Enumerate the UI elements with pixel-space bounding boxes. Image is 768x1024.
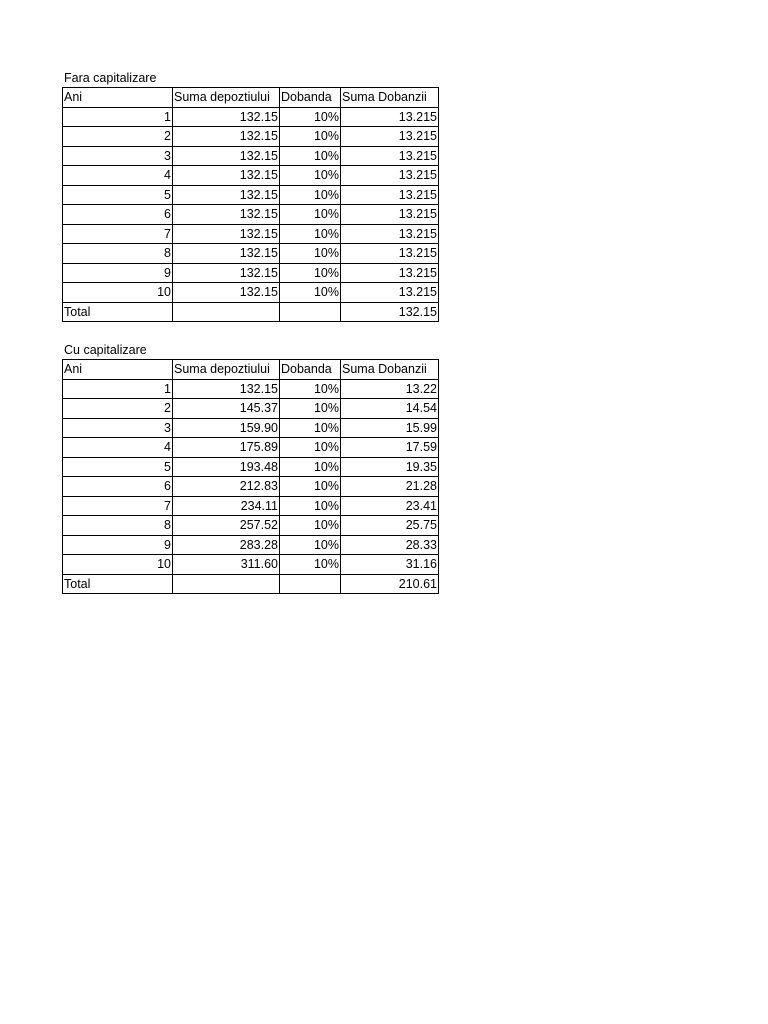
suma-dobanzii-cell: 19.35 <box>341 457 439 477</box>
table-row <box>63 516 439 536</box>
suma-dobanzii-cell: 28.33 <box>341 535 439 555</box>
total-row <box>63 574 439 594</box>
ani-cell: 7 <box>63 496 173 516</box>
suma-depozitului-cell: 132.15 <box>173 166 280 186</box>
ani-cell: 4 <box>63 166 173 186</box>
ani-cell: 2 <box>63 127 173 147</box>
section-title: Cu capitalizare <box>64 343 147 357</box>
table-row <box>63 263 439 283</box>
suma-dobanzii-cell: 17.59 <box>341 438 439 458</box>
dobanda-cell: 10% <box>280 477 341 497</box>
suma-dobanzii-cell: 13.215 <box>341 224 439 244</box>
dobanda-cell: 10% <box>280 185 341 205</box>
table-row <box>63 283 439 303</box>
suma-depozitului-cell: 234.11 <box>173 496 280 516</box>
table-row <box>63 146 439 166</box>
suma-dobanzii-cell: 25.75 <box>341 516 439 536</box>
suma-depozitului-cell: 132.15 <box>173 146 280 166</box>
ani-cell: Total <box>63 302 173 322</box>
ani-cell: 3 <box>63 146 173 166</box>
header-cell: Ani <box>63 360 173 380</box>
suma-depozitului-cell: 132.15 <box>173 244 280 264</box>
section-title: Fara capitalizare <box>64 71 157 85</box>
ani-cell: 10 <box>63 283 173 303</box>
ani-cell: 3 <box>63 418 173 438</box>
dobanda-cell: 10% <box>280 418 341 438</box>
ani-cell: 9 <box>63 263 173 283</box>
ani-cell: 7 <box>63 224 173 244</box>
total-row <box>63 302 439 322</box>
dobanda-cell: 10% <box>280 127 341 147</box>
suma-depozitului-cell <box>173 302 280 322</box>
ani-cell: 6 <box>63 205 173 225</box>
header-cell: Dobanda <box>280 88 341 108</box>
suma-dobanzii-cell: 13.215 <box>341 127 439 147</box>
suma-depozitului-cell: 311.60 <box>173 555 280 575</box>
section-fara-capitalizare <box>62 70 439 322</box>
suma-dobanzii-cell: 13.215 <box>341 283 439 303</box>
dobanda-cell <box>280 574 341 594</box>
dobanda-cell: 10% <box>280 496 341 516</box>
suma-depozitului-cell: 159.90 <box>173 418 280 438</box>
suma-depozitului-cell: 212.83 <box>173 477 280 497</box>
suma-dobanzii-cell: 13.215 <box>341 166 439 186</box>
suma-depozitului-cell: 132.15 <box>173 127 280 147</box>
suma-depozitului-cell: 132.15 <box>173 379 280 399</box>
suma-depozitului-cell: 132.15 <box>173 224 280 244</box>
header-cell: Dobanda <box>280 360 341 380</box>
table-row <box>63 379 439 399</box>
suma-dobanzii-cell: 21.28 <box>341 477 439 497</box>
dobanda-cell: 10% <box>280 516 341 536</box>
suma-dobanzii-cell: 13.215 <box>341 205 439 225</box>
table-row <box>63 496 439 516</box>
dobanda-cell: 10% <box>280 379 341 399</box>
ani-cell: 5 <box>63 457 173 477</box>
header-cell: Suma depoztiului <box>173 360 280 380</box>
dobanda-cell: 10% <box>280 535 341 555</box>
suma-depozitului-cell: 175.89 <box>173 438 280 458</box>
section-cu-capitalizare <box>62 342 439 594</box>
dobanda-cell: 10% <box>280 107 341 127</box>
header-row <box>63 88 439 108</box>
dobanda-cell: 10% <box>280 244 341 264</box>
suma-depozitului-cell: 132.15 <box>173 263 280 283</box>
header-cell: Suma depoztiului <box>173 88 280 108</box>
ani-cell: 2 <box>63 399 173 419</box>
ani-cell: 8 <box>63 244 173 264</box>
table-row <box>63 535 439 555</box>
suma-dobanzii-cell: 210.61 <box>341 574 439 594</box>
ani-cell: Total <box>63 574 173 594</box>
ani-cell: 9 <box>63 535 173 555</box>
suma-dobanzii-cell: 14.54 <box>341 399 439 419</box>
dobanda-cell: 10% <box>280 205 341 225</box>
table-row <box>63 185 439 205</box>
suma-depozitului-cell: 132.15 <box>173 283 280 303</box>
dobanda-cell: 10% <box>280 166 341 186</box>
suma-dobanzii-cell: 13.215 <box>341 146 439 166</box>
suma-depozitului-cell: 283.28 <box>173 535 280 555</box>
header-row <box>63 360 439 380</box>
table-row <box>63 224 439 244</box>
suma-depozitului-cell <box>173 574 280 594</box>
dobanda-cell: 10% <box>280 555 341 575</box>
table-row <box>63 127 439 147</box>
dobanda-cell: 10% <box>280 457 341 477</box>
suma-dobanzii-cell: 15.99 <box>341 418 439 438</box>
suma-dobanzii-cell: 13.215 <box>341 244 439 264</box>
header-cell: Ani <box>63 88 173 108</box>
table-row <box>63 399 439 419</box>
suma-dobanzii-cell: 13.22 <box>341 379 439 399</box>
table-cu-capitalizare <box>62 359 439 594</box>
ani-cell: 6 <box>63 477 173 497</box>
suma-depozitului-cell: 193.48 <box>173 457 280 477</box>
dobanda-cell: 10% <box>280 399 341 419</box>
ani-cell: 8 <box>63 516 173 536</box>
ani-cell: 1 <box>63 379 173 399</box>
header-cell: Suma Dobanzii <box>341 360 439 380</box>
ani-cell: 1 <box>63 107 173 127</box>
suma-dobanzii-cell: 23.41 <box>341 496 439 516</box>
table-row <box>63 107 439 127</box>
suma-depozitului-cell: 145.37 <box>173 399 280 419</box>
table-row <box>63 244 439 264</box>
table-row <box>63 166 439 186</box>
suma-dobanzii-cell: 13.215 <box>341 185 439 205</box>
suma-depozitului-cell: 132.15 <box>173 107 280 127</box>
suma-dobanzii-cell: 132.15 <box>341 302 439 322</box>
dobanda-cell: 10% <box>280 146 341 166</box>
table-row <box>63 457 439 477</box>
ani-cell: 5 <box>63 185 173 205</box>
table-row <box>63 438 439 458</box>
table-row <box>63 477 439 497</box>
dobanda-cell: 10% <box>280 438 341 458</box>
suma-dobanzii-cell: 13.215 <box>341 107 439 127</box>
ani-cell: 10 <box>63 555 173 575</box>
dobanda-cell <box>280 302 341 322</box>
dobanda-cell: 10% <box>280 263 341 283</box>
suma-dobanzii-cell: 13.215 <box>341 263 439 283</box>
dobanda-cell: 10% <box>280 283 341 303</box>
table-row <box>63 418 439 438</box>
suma-depozitului-cell: 257.52 <box>173 516 280 536</box>
table-fara-capitalizare <box>62 87 439 322</box>
table-row <box>63 205 439 225</box>
suma-depozitului-cell: 132.15 <box>173 205 280 225</box>
suma-depozitului-cell: 132.15 <box>173 185 280 205</box>
dobanda-cell: 10% <box>280 224 341 244</box>
table-row <box>63 555 439 575</box>
ani-cell: 4 <box>63 438 173 458</box>
header-cell: Suma Dobanzii <box>341 88 439 108</box>
suma-dobanzii-cell: 31.16 <box>341 555 439 575</box>
